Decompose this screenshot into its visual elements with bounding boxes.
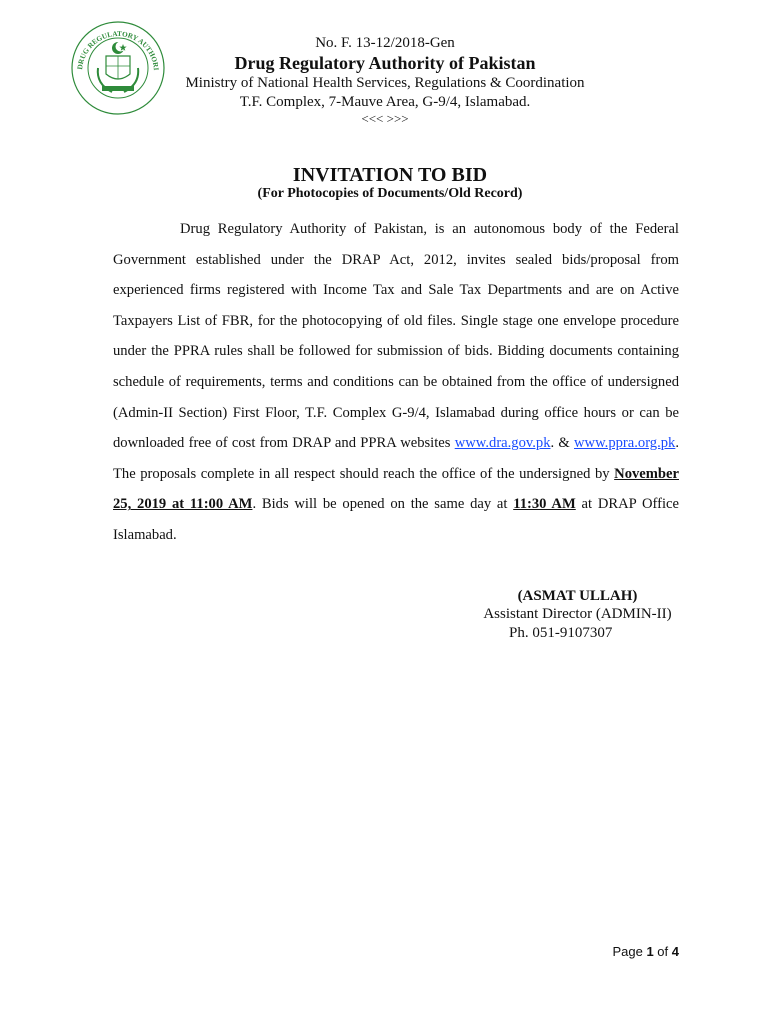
paragraph-text-3: . The proposals complete in all respect should reach the office of the undersigned by [113,435,679,482]
document-subtitle: (For Photocopies of Documents/Old Record) [257,186,523,201]
page-current: 1 [646,944,654,959]
ppra-website-link[interactable]: www.ppra.org.pk [574,435,676,452]
dra-website-link[interactable]: www.dra.gov.pk [454,435,551,452]
paragraph-text-4: . Bids will be opened on the same day at [252,496,514,513]
paragraph-text-2: . & [550,435,574,452]
page-number [612,944,679,959]
signatory-phone: Ph. 051-9107307 [509,625,613,641]
document-title: INVITATION TO BID [292,164,488,186]
opening-time: 11:30 AM [513,496,576,513]
ministry-name: Ministry of National Health Services, Regulations & Coordination [185,75,585,91]
page-of: of [653,944,672,959]
bid-paragraph [113,214,679,551]
signatory-designation: Assistant Director (ADMIN-II) [483,606,672,622]
paragraph-text-1: Drug Regulatory Authority of Pakistan, is an autonomous body of the Federal Government established under the DRAP Act, 2012, invites sealed bids/proposal from experienced firms registered with Income Tax and Sale Tax Departments and are on Active Taxpayers List of FBR, for the photocopying of old files. Single stage one envelope procedure under the PPRA rules shall be followed for submission of bids. Bidding documents containing schedule of requirements, terms and conditions can be obtained from the office of undersigned (Admin-II Section) First Floor, T.F. Complex G-9/4, Islamabad during office hours or can be downloaded free of cost from DRAP and PPRA websites [113,221,679,452]
header-separator: <<< >>> [361,111,409,126]
submission-deadline: November 25, 2019 at 11:00 AM [113,465,679,513]
logo-text: DRUG REGULATORY AUTHORI [76,29,160,71]
drap-logo [68,18,168,118]
page-label: Page [612,944,647,959]
paragraph-text-5: at DRAP Office Islamabad. [113,496,679,543]
office-address: T.F. Complex, 7-Mauve Area, G-9/4, Islamabad. [239,94,531,110]
organization-name: Drug Regulatory Authority of Pakistan [234,53,536,73]
page-total: 4 [671,944,679,959]
reference-number: No. F. 13-12/2018-Gen [315,35,455,51]
signatory-name: (ASMAT ULLAH) [517,588,638,604]
